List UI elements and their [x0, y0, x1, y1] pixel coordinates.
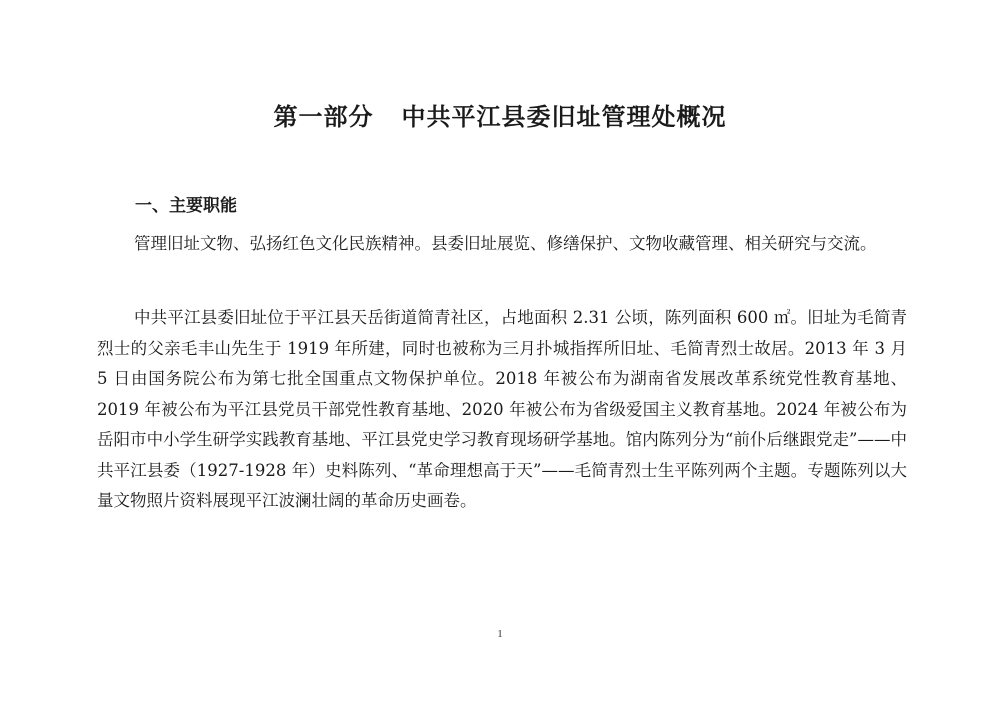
- page-number: 1: [497, 628, 503, 640]
- page-title: [0, 100, 1000, 134]
- title-main: 中共平江县委旧址管理处概况: [401, 102, 727, 131]
- paragraph-duties: 管理旧址文物、弘扬红色文化民族精神。县委旧址展览、修缮保护、文物收藏管理、相关研究与交流。: [134, 234, 877, 253]
- title-part: 第一部分: [273, 102, 374, 131]
- section-heading: 一、主要职能: [135, 196, 237, 216]
- paragraph-overview: 中共平江县委旧址位于平江县天岳街道简青社区，占地面积 2.31 公顷，陈列面积 600 ㎡。旧址为毛简青烈士的父亲毛丰山先生于 1919 年所建，同时也被称为三月扑城指挥所旧址、毛简青烈士故居。2013 年 3 月 5 日由国务院公布为第七批全国重点文物保护单位。2018 年被公布为湖南省发展改革系统党性教育基地、2019 年被公布为平江县党员干部党性教育基地、2020 年被公布为省级爱国主义教育基地。2024 年被公布为岳阳市中小学生研学实践教育基地、平江县党史学习教育现场研学基地。馆内陈列分为“前仆后继跟党走”——中共平江县委（1927-1928 年）史料陈列、“革命理想高于天”——毛简青烈士生平陈列两个主题。专题陈列以大量文物照片资料展现平江波澜壮阔的革命历史画卷。: [97, 308, 907, 510]
